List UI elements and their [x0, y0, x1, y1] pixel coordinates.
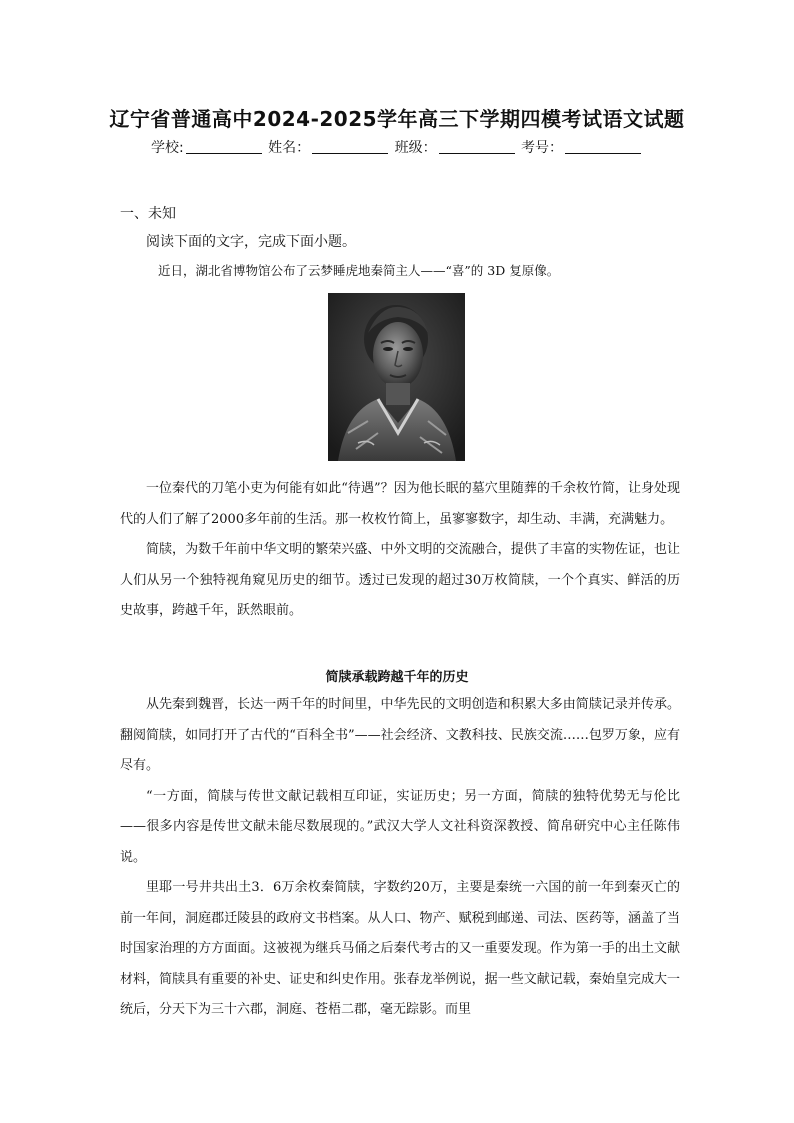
- passage-subheading: 简牍承载跨越千年的历史: [325, 670, 469, 685]
- passage-paragraph: “一方面，简牍与传世文献记载相互印证，实证历史；另一方面，简牍的独特优势无与伦比——很多内容是传世文献未能尽数展现的。”武汉大学人文社科资深教授、简帛研究中心主任陈伟说。: [120, 788, 680, 865]
- exam-number-blank[interactable]: [565, 153, 641, 154]
- name-label: 姓名：: [268, 140, 311, 156]
- class-label: 班级：: [394, 140, 437, 156]
- name-blank[interactable]: [312, 153, 388, 154]
- passage-paragraph: 从先秦到魏晋，长达一两千年的时间里，中华先民的文明创造和积累大多由简牍记录并传承。翻阅简牍，如同打开了古代的“百科全书”——社会经济、文教科技、民族交流……包罗万象，应有尽有。: [120, 697, 680, 773]
- student-info-line: [0, 137, 794, 157]
- passage-paragraph: 一位秦代的刀笔小吏为何能有如此“待遇”？因为他长眠的墓穴里随葬的千余枚竹简，让身处现代的人们了解了2000多年前的生活。那一枚枚竹简上，虽寥寥数字，却生动、丰满，充满魅力。: [120, 481, 680, 527]
- passage-block-2: [120, 690, 680, 1026]
- class-blank[interactable]: [439, 153, 515, 154]
- exam-number-label: 考号：: [521, 140, 564, 156]
- school-label: 学校:: [150, 140, 184, 156]
- intro-line: 近日，湖北省博物馆公布了云梦睡虎地秦简主人——“喜”的 3D 复原像。: [158, 263, 560, 278]
- page-title: 辽宁省普通高中2024-2025学年高三下学期四模考试语文试题: [109, 107, 685, 131]
- school-blank[interactable]: [186, 153, 262, 154]
- section-heading: 一、未知: [120, 206, 176, 222]
- portrait-bust-illustration: [328, 293, 465, 461]
- portrait-image: [328, 293, 465, 461]
- passage-paragraph: 简牍，为数千年前中华文明的繁荣兴盛、中外文明的交流融合，提供了丰富的实物佐证，也让人们从另一个独特视角窥见历史的细节。透过已发现的超过30万枚简牍，一个个真实、鲜活的历史故事，跨越千年，跃然眼前。: [120, 542, 680, 618]
- passage-paragraph: 里耶一号井共出土3．6万余枚秦简牍，字数约20万，主要是秦统一六国的前一年到秦灭亡的前一年间，洞庭郡迁陵县的政府文书档案。从人口、物产、赋税到邮递、司法、医药等，涵盖了当时国家治理的方方面面。这被视为继兵马俑之后秦代考古的又一重要发现。作为第一手的出土文献材料，简牍具有重要的补史、证史和纠史作用。张春龙举例说，据一些文献记载，秦始皇完成大一统后，分天下为三十六郡，洞庭、苍梧二郡，毫无踪影。而里: [120, 880, 680, 1017]
- passage-block-1: [120, 474, 680, 627]
- reading-instruction: 阅读下面的文字，完成下面小题。: [146, 234, 356, 250]
